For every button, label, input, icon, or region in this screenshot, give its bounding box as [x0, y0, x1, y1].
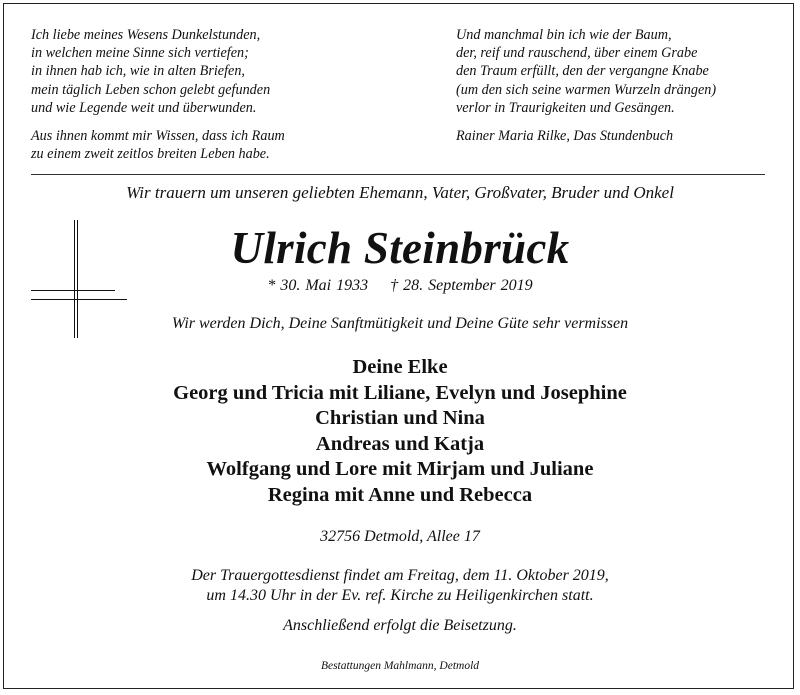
- poem-stanza: [456, 26, 716, 117]
- family-address: 32756 Detmold, Allee 17: [320, 528, 480, 545]
- poem-line: verlor in Traurigkeiten und Gesängen.: [456, 99, 675, 116]
- poem-line: (um den sich seine warmen Wurzeln drängen): [456, 81, 717, 98]
- funeral-service-info: [0, 566, 800, 606]
- poem-line: in welchen meine Sinne sich vertiefen;: [31, 45, 249, 62]
- burial-info: Anschließend erfolgt die Beisetzung.: [283, 617, 517, 634]
- life-dates: [0, 277, 800, 295]
- poem-left-column: [31, 26, 285, 163]
- birth-date: * 30. Mai 1933: [267, 277, 369, 294]
- family-member: Andreas und Katja: [315, 432, 485, 455]
- poem-line: mein täglich Leben schon gelebt gefunden: [31, 81, 271, 98]
- service-line: Der Trauergottesdienst findet am Freitag, dem 11. Oktober 2019,: [191, 567, 609, 584]
- family-member: Regina mit Anne und Rebecca: [267, 483, 533, 506]
- family-list: [0, 355, 800, 509]
- poem-line: Ich liebe meines Wesens Dunkelstunden,: [31, 27, 261, 43]
- poem-attribution: Rainer Maria Rilke, Das Stundenbuch: [456, 128, 674, 145]
- poem-stanza: [31, 127, 285, 163]
- farewell-message: Wir werden Dich, Deine Sanftmütigkeit und Deine Güte sehr vermissen: [171, 315, 629, 332]
- family-member: Christian und Nina: [315, 407, 485, 430]
- family-member: Wolfgang und Lore mit Mirjam und Juliane: [206, 458, 594, 481]
- poem-line: in ihnen hab ich, wie in alten Briefen,: [31, 63, 245, 80]
- poem-line: und wie Legende weit und überwunden.: [31, 99, 257, 116]
- mourning-intro: Wir trauern um unseren geliebten Ehemann, Vater, Großvater, Bruder und Onkel: [126, 183, 674, 202]
- poem-line: den Traum erfüllt, den der vergangne Knabe: [456, 63, 709, 80]
- family-member: Deine Elke: [352, 356, 448, 378]
- section-divider: [31, 174, 765, 175]
- poem-line: zu einem zweit zeitlos breiten Leben habe.: [31, 146, 270, 163]
- undertaker-credit: Bestattungen Mahlmann, Detmold: [320, 660, 480, 672]
- death-date: † 28. September 2019: [390, 277, 533, 294]
- family-member: Georg und Tricia mit Liliane, Evelyn und Josephine: [173, 381, 627, 404]
- poem-line: Aus ihnen kommt mir Wissen, dass ich Raum: [31, 128, 285, 145]
- deceased-name: Ulrich Steinbrück: [230, 223, 570, 273]
- poem-line: Und manchmal bin ich wie der Baum,: [456, 27, 672, 43]
- poem-line: der, reif und rauschend, über einem Grabe: [456, 45, 698, 62]
- poem-right-column: [456, 26, 716, 145]
- service-line: um 14.30 Uhr in der Ev. ref. Kirche zu Heiligenkirchen statt.: [206, 587, 594, 604]
- poem-stanza: [31, 26, 285, 117]
